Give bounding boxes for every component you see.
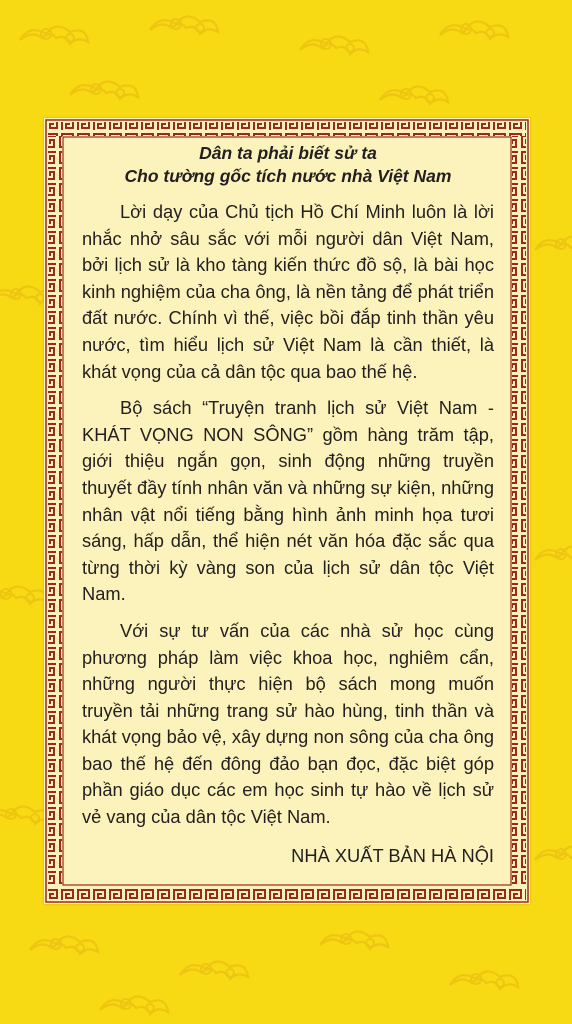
- text-panel: [44, 118, 530, 904]
- heading-line-2: Cho tường gốc tích nước nhà Việt Nam: [124, 166, 452, 186]
- heading: [82, 142, 494, 188]
- paragraph-1: Lời dạy của Chủ tịch Hồ Chí Minh luôn là lời nhắc nhở sâu sắc với mỗi người dân Việt Nam, bởi lịch sử là kho tàng kiến thức đồ sộ, là bài học kinh nghiệm của cha ông, là nền tảng để phát triển đất nước. Chính vì thế, việc bồi đắp tinh thần yêu nước, tìm hiểu lịch sử Việt Nam là cần thiết, là khát vọng của cả dân tộc qua bao thế hệ.: [82, 201, 494, 382]
- publisher-signature: NHÀ XUẤT BẢN HÀ NỘI: [291, 844, 494, 866]
- paragraph-3: Với sự tư vấn của các nhà sử học cùng phương pháp làm việc khoa học, nghiêm cẩn, những người thực hiện bộ sách mong muốn truyền tải những trang sử hào hùng, tinh thần và khát vọng bảo vệ, xây dựng non sông của cha ông bao thế hệ đến đông đảo bạn đọc, đặc biệt góp phần giáo dục các em học sinh tự hào về lịch sử vẻ vang của dân tộc Việt Nam.: [82, 619, 494, 828]
- heading-line-1: Dân ta phải biết sử ta: [199, 143, 377, 163]
- paragraph-2: Bộ sách “Truyện tranh lịch sử Việt Nam - KHÁT VỌNG NON SÔNG” gồm hàng trăm tập, giới thiệu ngắn gọn, sinh động những truyền thuyết đầy tính nhân văn và những sự kiện, những nhân vật nổi tiếng bằng hình ảnh minh họa tươi sáng, hấp dẫn, thể hiện nét văn hóa đặc sắc qua từng thời kỳ vàng son của lịch sử dân tộc Việt Nam.: [82, 397, 494, 605]
